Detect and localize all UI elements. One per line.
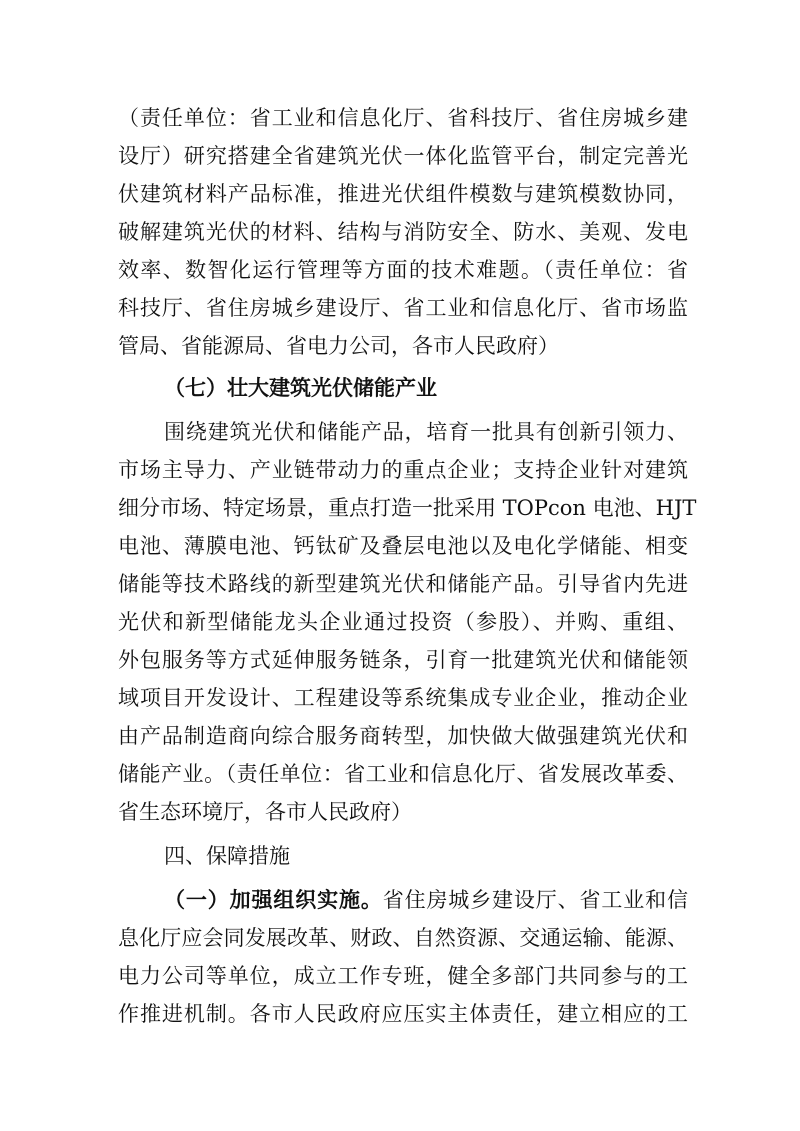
text-line: 细分市场、特定场景，重点打造一批采用 TOPcon 电池、HJT [118, 496, 697, 520]
text-line: 效率、数智化运行管理等方面的技术难题。（责任单位：省 [118, 258, 688, 282]
text-line: 储能等技术路线的新型建筑光伏和储能产品。引导省内先进 [118, 572, 688, 596]
subsection-text: 省住房城乡建设厅、省工业和信 [382, 888, 689, 912]
text-line: （责任单位：省工业和信息化厅、省科技厅、省住房城乡建 [118, 106, 688, 130]
text-line: 作推进机制。各市人民政府应压实主体责任，建立相应的工 [118, 1002, 688, 1026]
text-line: 省生态环境厅，各市人民政府） [118, 800, 412, 824]
paragraph-first-line: 围绕建筑光伏和储能产品，培育一批具有创新引领力、 [164, 420, 688, 444]
section-heading-7: （七）壮大建筑光伏储能产业 [164, 375, 437, 400]
text-line: 外包服务等方式延伸服务链条，引育一批建筑光伏和储能领 [118, 648, 688, 672]
text-line: 储能产业。（责任单位：省工业和信息化厅、省发展改革委、 [118, 762, 688, 786]
text-line: 光伏和新型储能龙头企业通过投资（参股）、并购、重组、 [118, 610, 688, 634]
text-line: 电力公司等单位，成立工作专班，健全多部门共同参与的工 [118, 964, 688, 988]
text-line: 破解建筑光伏的材料、结构与消防安全、防水、美观、发电 [118, 220, 688, 244]
text-line: 由产品制造商向综合服务商转型，加快做大做强建筑光伏和 [118, 724, 688, 748]
subsection-title: （一）加强组织实施。 [164, 887, 383, 912]
text-line: 伏建筑材料产品标准，推进光伏组件模数与建筑模数协同， [118, 182, 688, 206]
text-line: 管局、省能源局、省电力公司，各市人民政府） [118, 334, 559, 358]
text-line: 科技厅、省住房城乡建设厅、省工业和信息化厅、省市场监 [118, 296, 688, 320]
paragraph-first-line [164, 882, 688, 918]
section-heading-4: 四、保障措施 [164, 844, 290, 868]
text-line: 设厅）研究搭建全省建筑光伏一体化监管平台，制定完善光 [118, 144, 688, 168]
text-line: 息化厅应会同发展改革、财政、自然资源、交通运输、能源、 [118, 926, 688, 950]
text-line: 域项目开发设计、工程建设等系统集成专业企业，推动企业 [118, 686, 688, 710]
text-line: 电池、薄膜电池、钙钛矿及叠层电池以及电化学储能、相变 [118, 534, 688, 558]
text-line: 市场主导力、产业链带动力的重点企业；支持企业针对建筑 [118, 458, 688, 482]
